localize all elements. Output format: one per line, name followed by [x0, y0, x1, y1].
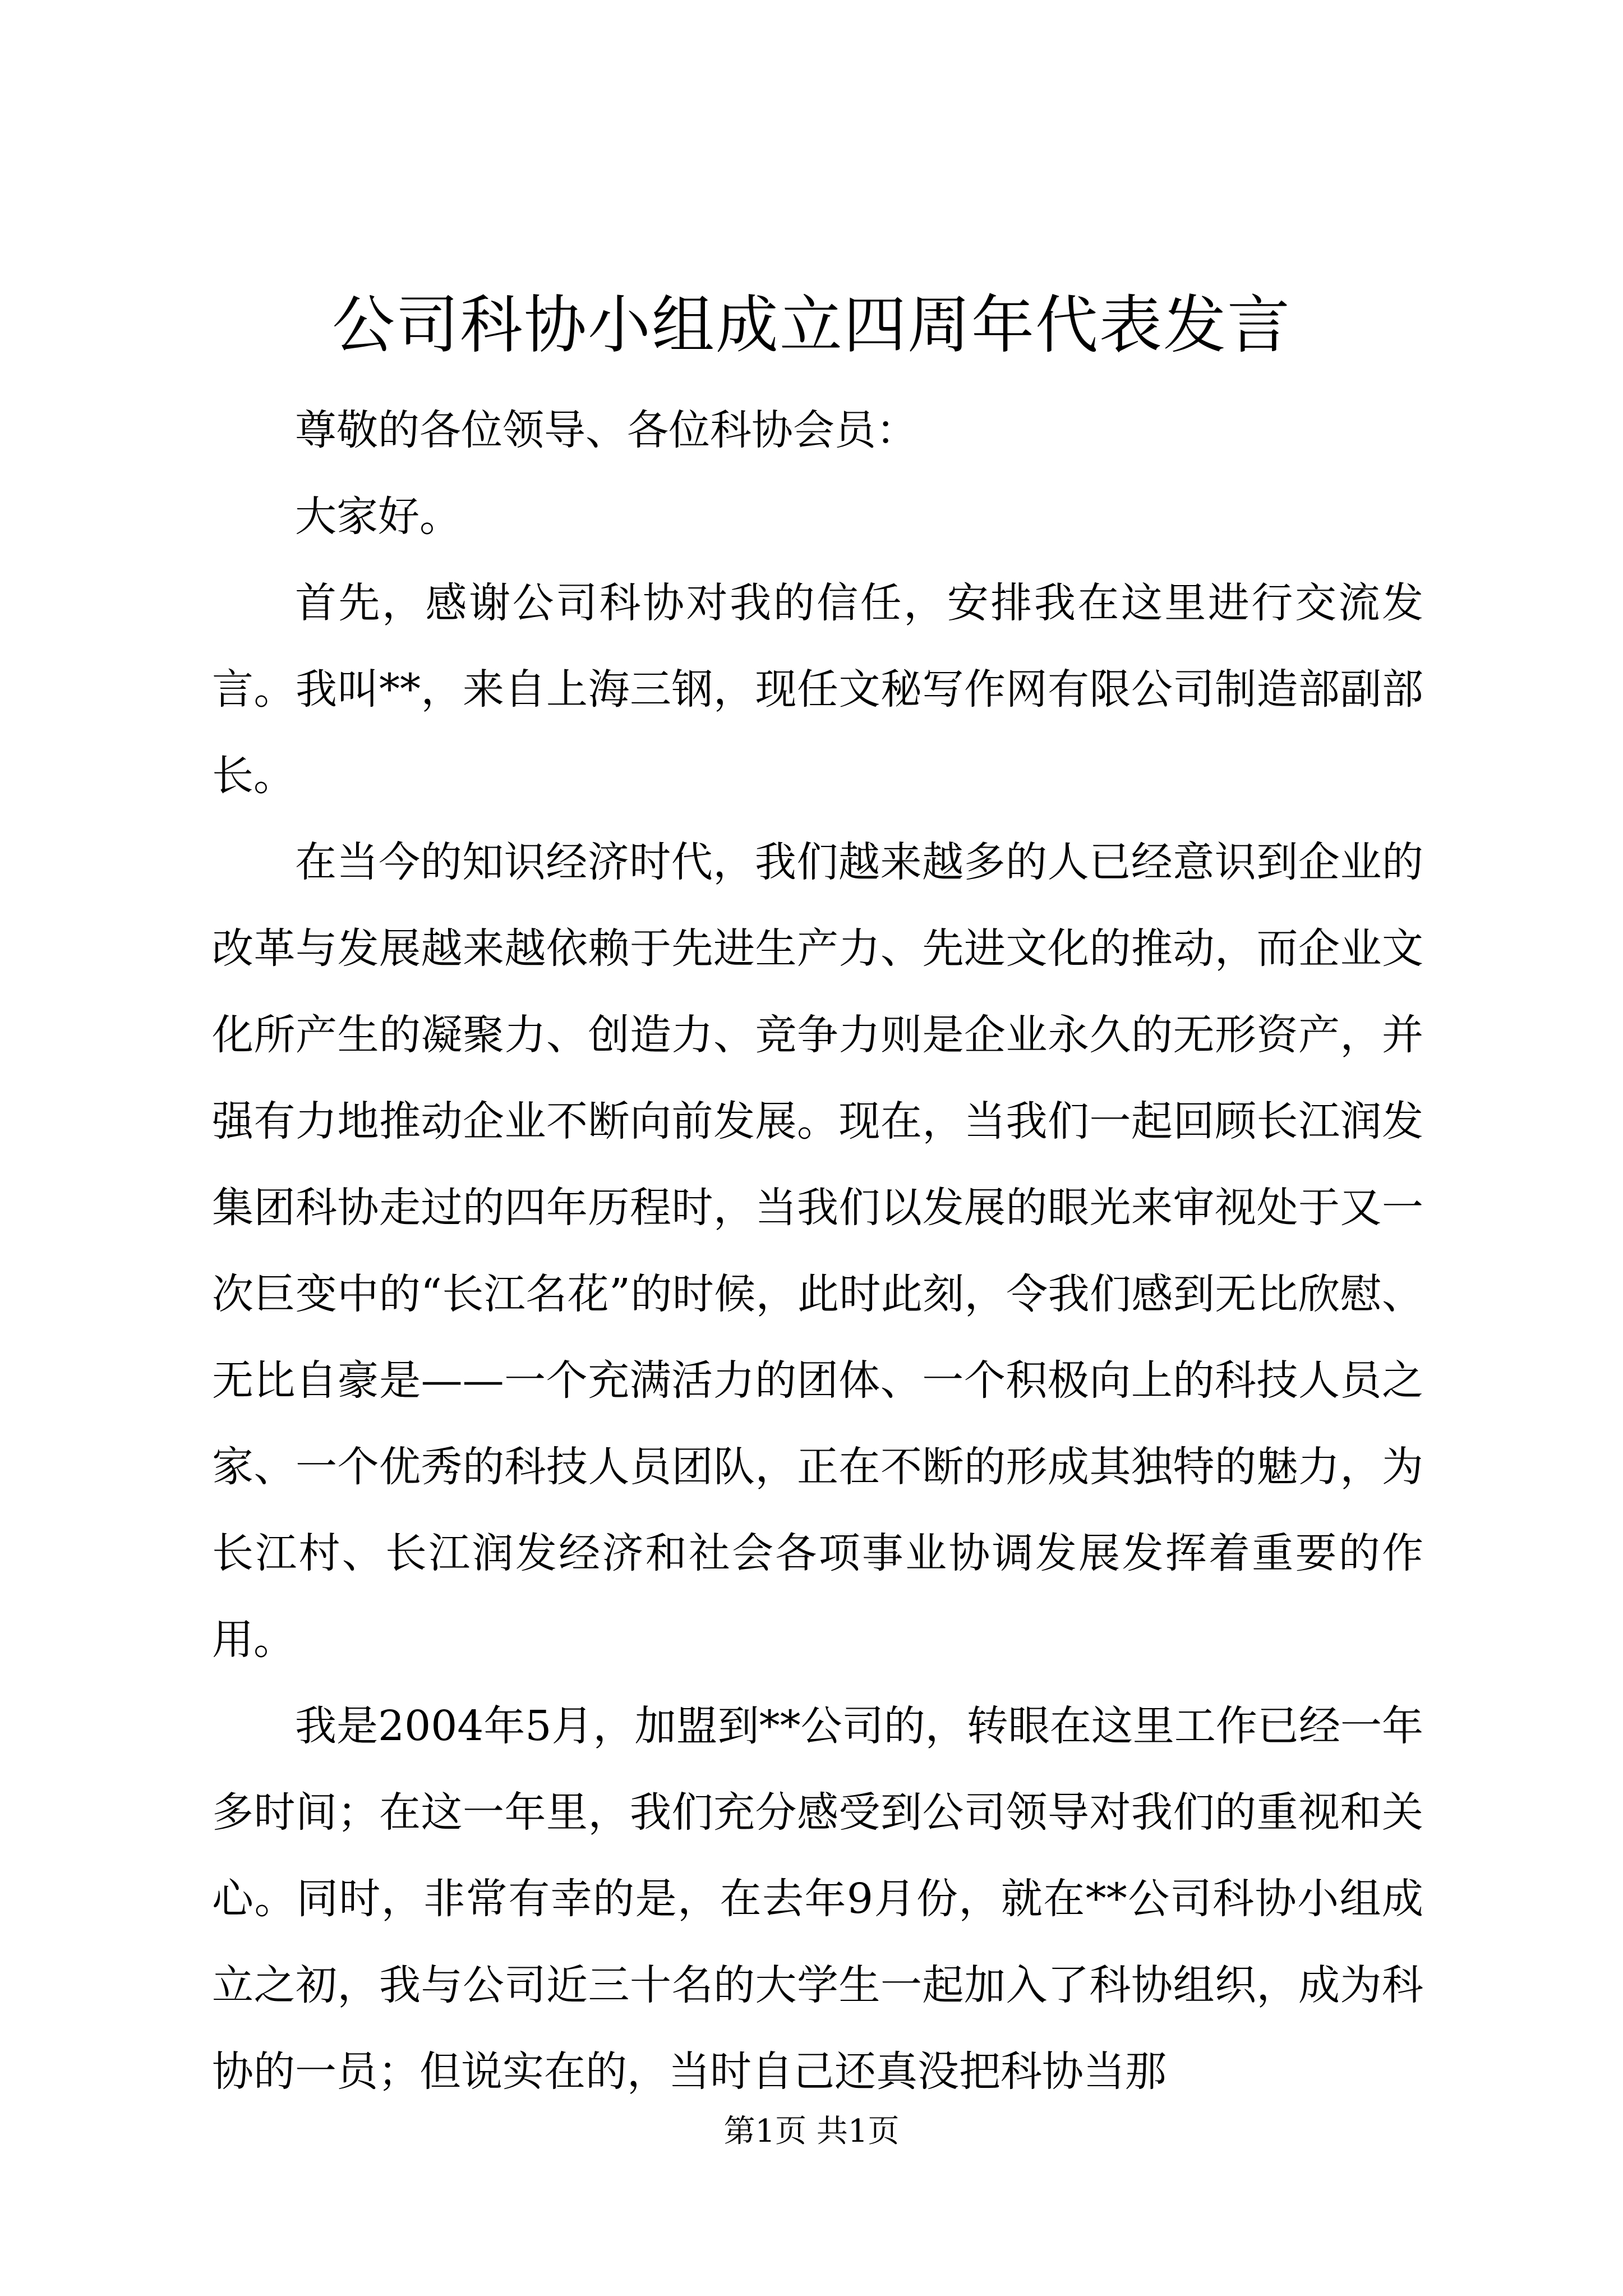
paragraph-introduction: 首先，感谢公司科协对我的信任，安排我在这里进行交流发言。我叫**，来自上海三钢，现任文秘写作网有限公司制造部副部长。	[212, 579, 1423, 800]
document-body	[212, 387, 1423, 2115]
greeting: 大家好。	[295, 493, 461, 541]
document-title: 公司科协小组成立四周年代表发言	[332, 289, 1291, 362]
paragraph-personal-experience: 我是2004年5月，加盟到**公司的，转眼在这里工作已经一年多时间；在这一年里，我们充分感受到公司领导对我们的重视和关心。同时，非常有幸的是，在去年9月份，就在**公司科协小组成立之初，我与公司近三十名的大学生一起加入了科协组织，成为科协的一员；但说实在的，当时自己还真没把科协当那	[212, 1702, 1423, 2096]
salutation: 尊敬的各位领导、各位科协会员：	[295, 406, 917, 454]
page-footer: 第1页 共1页	[723, 2113, 900, 2150]
paragraph-knowledge-economy: 在当今的知识经济时代，我们越来越多的人已经意识到企业的改革与发展越来越依赖于先进生产力、先进文化的推动，而企业文化所产生的凝聚力、创造力、竞争力则是企业永久的无形资产，并强有力地推动企业不断向前发展。现在，当我们一起回顾长江润发集团科协走过的四年历程时，当我们以发展的眼光来审视处于又一次巨变中的“长江名花”的时候，此时此刻，令我们感到无比欣慰、无比自豪是——一个充满活力的团体、一个积极向上的科技人员之家、一个优秀的科技人员团队，正在不断的形成其独特的魅力，为长江村、长江润发经济和社会各项事业协调发展发挥着重要的作用。	[212, 838, 1423, 1664]
